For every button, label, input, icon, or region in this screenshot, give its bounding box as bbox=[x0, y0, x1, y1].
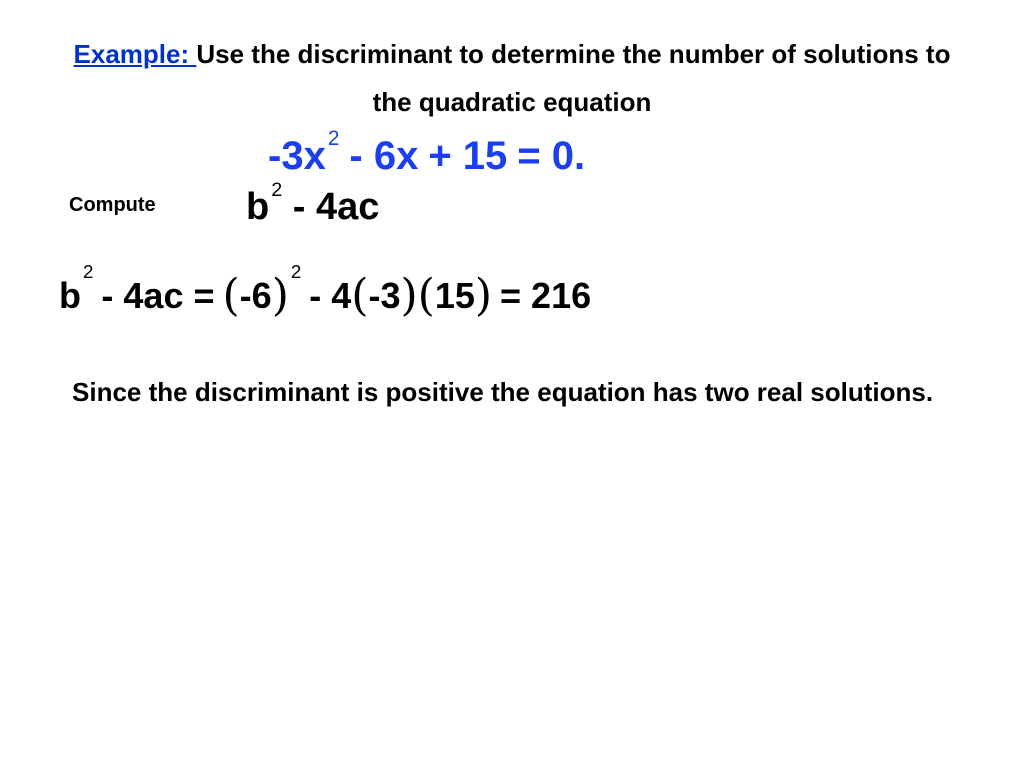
calc-lhs-exponent: 2 bbox=[83, 261, 94, 283]
equation-equals: = 0. bbox=[517, 134, 586, 178]
conclusion-text: Since the discriminant is positive the equation has two real solutions. bbox=[72, 377, 934, 407]
calc-b-exponent: 2 bbox=[290, 261, 302, 283]
open-paren: ( bbox=[351, 270, 369, 321]
calc-lhs-base: b bbox=[59, 275, 81, 316]
slide-title bbox=[60, 30, 964, 126]
open-paren: ( bbox=[417, 270, 435, 321]
calc-minus-four: - 4 bbox=[309, 275, 352, 316]
close-paren: ) bbox=[400, 270, 418, 321]
discriminant-base: b bbox=[246, 186, 270, 228]
equation-c-term: + 15 bbox=[428, 134, 508, 178]
close-paren: ) bbox=[271, 270, 289, 321]
discriminant-exponent: 2 bbox=[271, 179, 283, 202]
calc-c-value: 15 bbox=[434, 275, 475, 316]
open-paren: ( bbox=[222, 270, 240, 321]
equation-a-term: -3x bbox=[268, 134, 326, 178]
example-label: Example: bbox=[73, 39, 197, 69]
calc-result: = 216 bbox=[500, 275, 592, 316]
equation-a-exponent: 2 bbox=[327, 126, 340, 150]
calc-a-value: -3 bbox=[368, 275, 401, 316]
discriminant-calculation bbox=[59, 261, 592, 321]
calc-lhs-rest: - 4ac = bbox=[101, 275, 215, 316]
calc-b-value: -6 bbox=[239, 275, 272, 316]
equation-b-term: - 6x bbox=[349, 134, 419, 178]
title-text: Use the discriminant to determine the number of solutions to the quadratic equation bbox=[196, 39, 951, 117]
close-paren: ) bbox=[474, 270, 493, 321]
discriminant-expression bbox=[246, 179, 380, 229]
quadratic-equation bbox=[268, 126, 586, 179]
discriminant-rest: - 4ac bbox=[292, 186, 380, 228]
compute-label: Compute bbox=[69, 194, 156, 216]
